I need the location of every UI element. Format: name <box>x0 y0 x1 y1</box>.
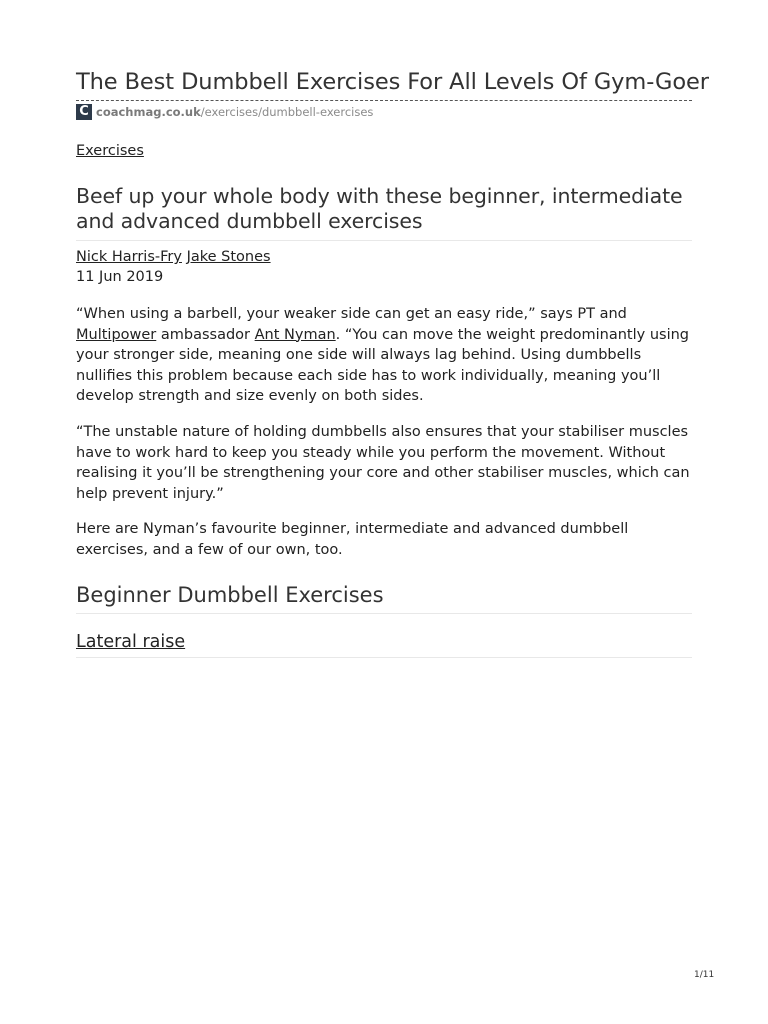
paragraph-1 <box>76 304 692 407</box>
ant-nyman-link[interactable]: Ant Nyman <box>254 326 336 343</box>
paragraph-1-text-a: “When using a barbell, your weaker side can get an easy ride,” says PT and <box>76 306 627 322</box>
section-heading: Beginner Dumbbell Exercises <box>76 580 692 614</box>
source-domain[interactable]: coachmag.co.uk <box>96 105 201 119</box>
author-link-1[interactable]: Nick Harris-Fry <box>76 249 182 265</box>
paragraph-3: Here are Nyman’s favourite beginner, intermediate and advanced dumbbell exercises, and a few of our own, too. <box>76 521 629 558</box>
source-path[interactable]: /exercises/dumbbell-exercises <box>200 105 374 119</box>
paragraph-1-text-b: ambassador <box>156 326 255 343</box>
source-line <box>76 104 373 120</box>
site-logo-icon: C <box>76 104 92 120</box>
author-line <box>76 249 271 265</box>
author-link-2[interactable]: Jake Stones <box>186 249 271 265</box>
page-number: 1/11 <box>694 970 715 980</box>
publish-date: 11 Jun 2019 <box>76 269 164 285</box>
paragraph-2: “The unstable nature of holding dumbbells also ensures that your stabiliser muscles have to work hard to keep you steady while you perform the movement. Without realising it you’ll be strengthening your core and other stabiliser muscles, which can help prevent injury.” <box>76 424 690 502</box>
article-subtitle: Beef up your whole body with these beginner, intermediate and advanced dumbbell exercises <box>76 184 692 241</box>
paragraph-1-text-c: . “You can move the weight predominantly using your stronger side, meaning one side will always lag behind. Using dumbbells nullifies this problem because each side has to work individually, meaning you’ll develop strength and size evenly on both sides. <box>76 326 690 405</box>
multipower-link[interactable]: Multipower <box>76 326 157 343</box>
article-title: The Best Dumbbell Exercises For All Levels Of Gym-Goer <box>76 66 692 101</box>
lateral-raise-link[interactable]: Lateral raise <box>76 632 186 652</box>
category-link[interactable]: Exercises <box>76 143 144 159</box>
subsection-heading <box>76 630 692 658</box>
